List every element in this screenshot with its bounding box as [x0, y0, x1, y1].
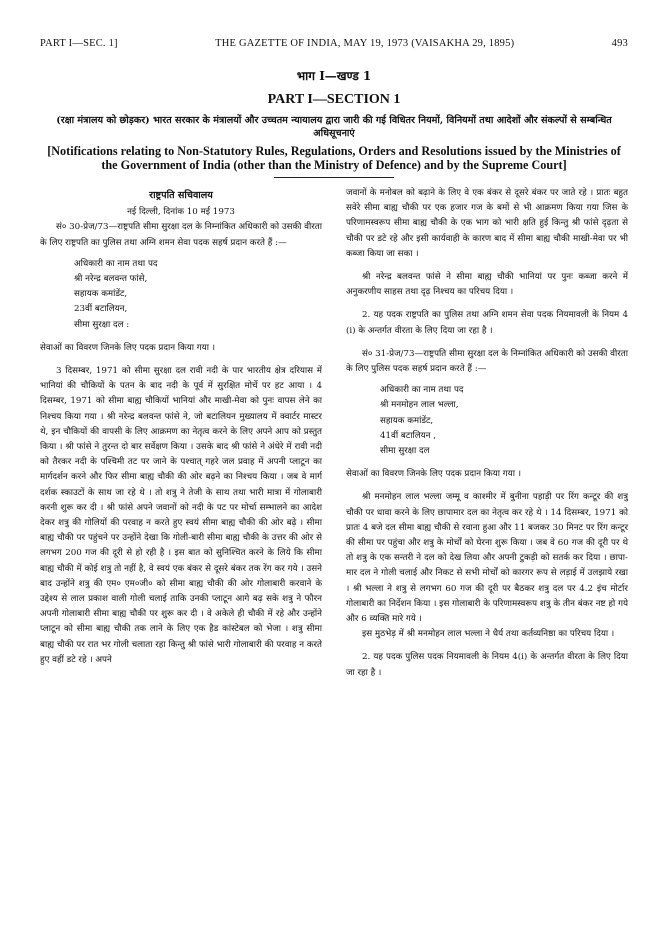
officer-line: 41वीं बटालियन ,	[380, 430, 437, 441]
left-column	[40, 186, 322, 681]
running-header	[40, 38, 628, 49]
officer-line: सहायक कमांडेंट,	[74, 289, 128, 300]
notification-paragraph: सं० 30-प्रेज/73—राष्ट्रपति सीमा सुरक्षा दल के निम्नांकित अधिकारी को उसकी वीरता के लिए राष्ट्रपति का पुलिस तथा अग्नि शमन सेवा पदक सहर्ष प्रदान करते हैं :—	[40, 222, 322, 248]
officer-line: अधिकारी का नाम तथा पद	[74, 258, 158, 269]
notifications-heading-hindi: (रक्षा मंत्रालय को छोड़कर) भारत सरकार के मंत्रालयों और उच्चतम न्यायालय द्वारा जारी की गई विधितर नियमों, विनियमों तथा आदेशों और संकल्पों से सम्बन्धित अधिसूचनाएं	[56, 115, 612, 139]
services-line: सेवाओं का विवरण जिनके लिए पदक प्रदान किया गया ।	[40, 342, 216, 353]
notification-paragraph: सं० 31-प्रेज/73—राष्ट्रपति सीमा सुरक्षा दल के निम्नांकित अधिकारी को उसकी वीरता के लिए पुलिस पदक सहर्ष प्रदान करते हैं :—	[346, 348, 628, 375]
officer-line: सहायक कमांडेंट,	[380, 415, 434, 426]
account-paragraph: 3 दिसम्बर, 1971 को सीमा सुरक्षा दल रावी नदी के पार भारतीय क्षेत्र दरियास में भानियां की चौकियों के पतन के बाद नदी के पूर्व में सुरक्षित मोर्चे पर हट आया । 4 दिसम्बर, 1971 को सीमा बाह्य चौकियों भानियां और माखी-मेवा को पुनः वापस लेने का निश्चय किया गया । श्री नरेन्द्र बलवन्त फांसे ने, जो बटालियन मुख्यालय में क्वार्टर मास्टर थे, इन चौकियों की वापसी के लिए आक्रमण का नेतृत्व करने के लिए अपने आप को प्रस्तुत किया । श्री फांसे ने तुरन्त दो बार सर्वेक्षण किया । उसके बाद श्री फांसे ने अंधेरे में रावी नदी को तैरकर नदी के पश्चिमी तट पर जाने के पश्चात् गहरे जल प्रवाह में अपनी प्लाटून का मार्गदर्शन करने और फिर सीमा बाह्य चौकी की ओर बढ़ने का निश्चय किया । जब वे मार्ग दर्शक स्काउटों के साथ जा रहे थे । तो शत्रु ने तेजी के साथ तथा भारी मात्रा में गोलाबारी करनी शुरू कर दी । श्री फांसे अपने जवानों को नदी के पट पर मोर्चा सम्भालने का आदेश देकर शत्रु की गोलियों की परवाह न करते हुए स्वयं सीमा बाह्य चौकी की ओर बढ़े । सीमा बाह्य चौकी पर पहुंचने पर उन्होंने देखा कि गोली-बारी सीमा बाह्य चौकी के उत्तर की ओर से लगभग 200 गज की दूरी से हो रही है । इस बात को सुनिश्चित करने के लिये कि सीमा बाह्य चौकी में कोई शत्रु तो नहीं है, वे स्वयं एक बंकर से दूसरे बंकर तक रेंग कर गये । उसने बाद उन्होंने शत्रु की एम० एम०जी० को सीमा बाह्य चौकी की ओर गोलाबारी करवाने के उद्देश्य से लाल प्रकाश वाली गोली चलाई ताकि उनकी प्लाटून आगे बढ़ सके शत्रु ने फौरन अपनी गोलाबारी सीमा बाह्य चौकी पर शुरू कर दी । वे अकेले ही चौकी में रहे और उन्होंने प्लाटून को सीमा बाह्य चौकी तक लाने के लिए एक हैड कांस्टेबल को भेजा । शत्रु सीमा बाह्य चौकी पर रात भर गोली चलाता रहा किन्तु श्री फांसे भारी गोलाबारी की परवाह न करते हुए वहीं डटे रहे । अपने	[40, 366, 322, 665]
heading-divider	[274, 177, 394, 178]
officer-block	[346, 383, 628, 459]
services-line: सेवाओं का विवरण जिनके लिए पदक प्रदान किया गया ।	[346, 469, 522, 480]
secretariat-heading: राष्ट्रपति सचिवालय	[149, 190, 213, 201]
officer-line: 23वीं बटालियन,	[74, 304, 128, 315]
two-column-body	[40, 186, 628, 681]
right-column	[346, 186, 628, 681]
page-number: 493	[611, 38, 628, 49]
part-heading-hindi: भाग I—खण्ड 1	[296, 69, 372, 83]
date-line: नई दिल्ली, दिनांक 10 मई 1973	[127, 207, 235, 218]
gallantry-paragraph: इस मुठभेड़ में श्री मनमोहन लाल भल्ला ने धैर्य तथा कर्तव्यनिष्ठा का परिचय दिया ।	[362, 629, 615, 640]
continuation-paragraph: जवानों के मनोबल को बढ़ाने के लिए वे एक बंकर से दूसरे बंकर पर जाते रहे । प्रातः बहुत सवेरे सीमा बाह्य चौकी पर एक हजार गज के बमों से भी आक्रमण किया गया जिस के परिणामस्वरूप सीमा बाह्य चौकी के एक भाग को भारी क्षति हुई किन्तु श्री फांसे दृढ़ता से चौकी पर डटे रहे और इसी कार्यवाही के कारण बाद में सीमा बाह्य चौकी माखी-मेवा पर भी कब्जा किया जा सका ।	[346, 188, 628, 259]
notifications-heading-english: [Notifications relating to Non-Statutory Rules, Regulations, Orders and Resolutions issued by the Ministries of the Government of India (other than the Ministry of Defence) and by the Supreme Court]	[47, 144, 621, 172]
rule-paragraph: 2. यह पदक राष्ट्रपति का पुलिस तथा अग्नि शमन सेवा पदक नियमावली के नियम 4 (i) के अन्तर्गत वीरता के लिए दिया जा रहा है ।	[346, 310, 628, 336]
gazette-title: THE GAZETTE OF INDIA, MAY 19, 1973 (VAISAKHA 29, 1895)	[215, 38, 515, 49]
officer-line: श्री मनमोहन लाल भल्ला,	[380, 400, 459, 411]
officer-line: अधिकारी का नाम तथा पद	[380, 385, 464, 396]
section-heading: PART I—SECTION 1	[267, 92, 401, 107]
bravery-paragraph: श्री नरेन्द्र बलवन्त फांसे ने सीमा बाह्य चौकी भानियां पर पुनः कब्जा करने में अनुकरणीय साहस तथा दृढ़ निश्चय का परिचय दिया ।	[346, 272, 628, 298]
account-paragraph: श्री मनमोहन लाल भल्ला जम्मू व काश्मीर में बुनीना पहाड़ी पर रिंग कन्टूर की शत्रु चौकी पर धावा करने के लिए छापामार दल का नेतृत्व कर रहे थे । 14 दिसम्बर, 1971 को प्रातः 4 बजे दल सीमा बाह्य चौकी से रवाना हुआ और 11 बजकर 30 मिनट पर रिंग कन्टूर की सीमा पर पहुंचा और शत्रु के मोर्चों को घेरना शुरू किया । जब वे 60 गज की दूरी पर थे तो शत्रु के एक सन्तरी ने दल को देख लिया और अपनी टुकड़ी को सतर्क कर दिया । छापा-मार दल ने गोली चलाई और निकट से सभी मोर्चों को कारगर रूप से लड़ाई में उलझाये रखा । श्री भल्ला ने शत्रु से लगभग 60 गज की दूरी पर बैठकर शत्रु दल पर 4.2 इंच मोर्टार गोलाबारी का निर्देशन किया । इस गोलाबारी के परिणामस्वरूप शत्रु के तीन बंकर नष्ट हो गये और 6 व्यक्ति मारे गये ।	[346, 492, 628, 625]
officer-line: श्री नरेन्द्र बलवन्त फांसे,	[74, 274, 148, 285]
officer-block	[40, 257, 322, 333]
rule-paragraph: 2. यह पदक पुलिस पदक नियमावली के नियम 4(i) के अन्तर्गत वीरता के लिए दिया जा रहा है ।	[346, 652, 628, 678]
gazette-page	[40, 38, 628, 681]
officer-line: सीमा सुरक्षा दल	[380, 446, 430, 457]
officer-line: सीमा सुरक्षा दल :	[74, 319, 130, 330]
part-section-label: PART I—SEC. 1]	[40, 38, 118, 49]
